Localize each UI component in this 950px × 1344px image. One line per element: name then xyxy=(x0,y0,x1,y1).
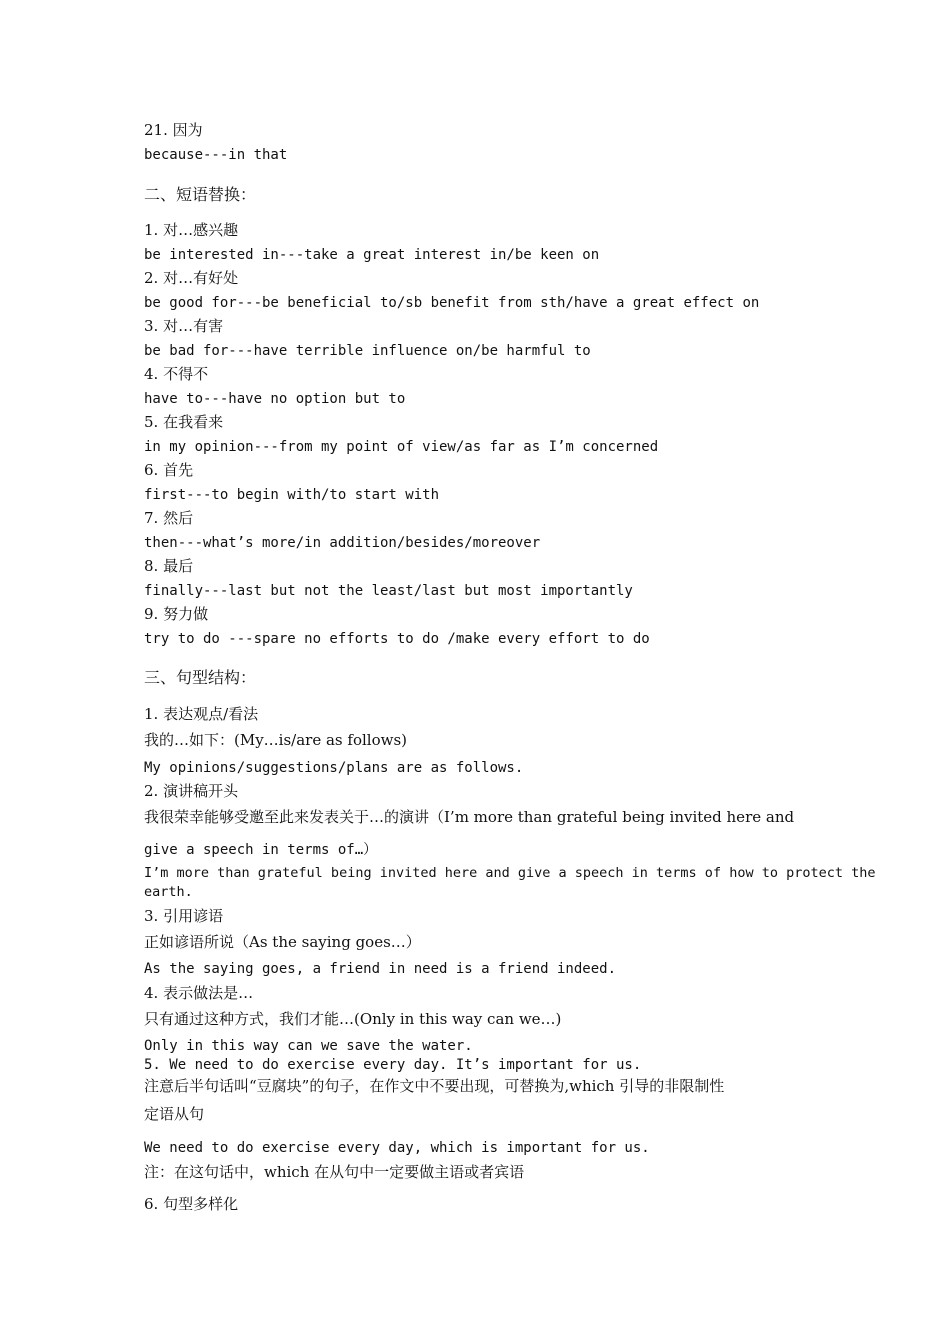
pattern-example: Only in this way can we save the water. xyxy=(144,1038,473,1054)
pattern-note: 注意后半句话叫“豆腐块”的句子，在作文中不要出现，可替换为,which 引导的非限制性 xyxy=(144,1077,725,1095)
phrase-label: 5. 在我看来 xyxy=(144,413,224,431)
phrase-text: be good for---be beneficial to/sb benefit from sth/have a great effect on xyxy=(144,295,760,311)
pattern-label: 6. 句型多样化 xyxy=(144,1195,239,1213)
pattern-label: 2. 演讲稿开头 xyxy=(144,782,239,800)
pattern-example: My opinions/suggestions/plans are as follows. xyxy=(144,760,524,776)
item-21-label: 21. 因为 xyxy=(144,121,203,139)
phrase-text: be interested in---take a great interest in/be keen on xyxy=(144,247,600,263)
pattern-example: We need to do exercise every day, which is important for us. xyxy=(144,1140,650,1156)
pattern-structure: 我很荣幸能够受邀至此来发表关于…的演讲（I’m more than grateful being invited here and xyxy=(144,808,795,826)
pattern-note: 注：在这句话中，which 在从句中一定要做主语或者宾语 xyxy=(144,1163,525,1181)
phrase-label: 4. 不得不 xyxy=(144,365,209,383)
pattern-structure-cont: give a speech in terms of…） xyxy=(144,842,378,858)
item-21-text: because---in that xyxy=(144,147,288,163)
pattern-example: I’m more than grateful being invited here and give a speech in terms of how to protect the earth. xyxy=(144,865,876,900)
phrase-label: 3. 对…有害 xyxy=(144,317,224,335)
phrase-text: have to---have no option but to xyxy=(144,391,406,407)
pattern-label: 1. 表达观点/看法 xyxy=(144,705,259,723)
pattern-note-cont: 定语从句 xyxy=(144,1105,205,1123)
pattern-label: 4. 表示做法是… xyxy=(144,984,254,1002)
phrase-label: 9. 努力做 xyxy=(144,605,209,623)
phrase-label: 6. 首先 xyxy=(144,461,194,479)
pattern-structure: 正如谚语所说（As the saying goes…） xyxy=(144,933,421,951)
phrase-label: 1. 对…感兴趣 xyxy=(144,221,239,239)
phrase-text: try to do ---spare no efforts to do /make every effort to do xyxy=(144,631,650,647)
phrase-label: 8. 最后 xyxy=(144,557,194,575)
section-heading-phrases: 二、短语替换： xyxy=(144,185,257,204)
pattern-structure: 我的…如下：(My…is/are as follows) xyxy=(144,731,407,749)
phrase-text: be bad for---have terrible influence on/be harmful to xyxy=(144,343,591,359)
phrase-label: 7. 然后 xyxy=(144,509,194,527)
pattern-label: 5. We need to do exercise every day. It’s important for us. xyxy=(144,1057,642,1073)
pattern-example: As the saying goes, a friend in need is a friend indeed. xyxy=(144,961,617,977)
phrase-text: in my opinion---from my point of view/as far as I’m concerned xyxy=(144,439,659,455)
phrase-label: 2. 对…有好处 xyxy=(144,269,239,287)
section-heading-sentences: 三、句型结构： xyxy=(144,668,257,687)
phrase-text: first---to begin with/to start with xyxy=(144,487,440,503)
phrase-text: then---what’s more/in addition/besides/moreover xyxy=(144,535,541,551)
phrase-text: finally---last but not the least/last but most importantly xyxy=(144,583,633,599)
pattern-label: 3. 引用谚语 xyxy=(144,907,224,925)
pattern-structure: 只有通过这种方式，我们才能…(Only in this way can we…) xyxy=(144,1010,562,1028)
